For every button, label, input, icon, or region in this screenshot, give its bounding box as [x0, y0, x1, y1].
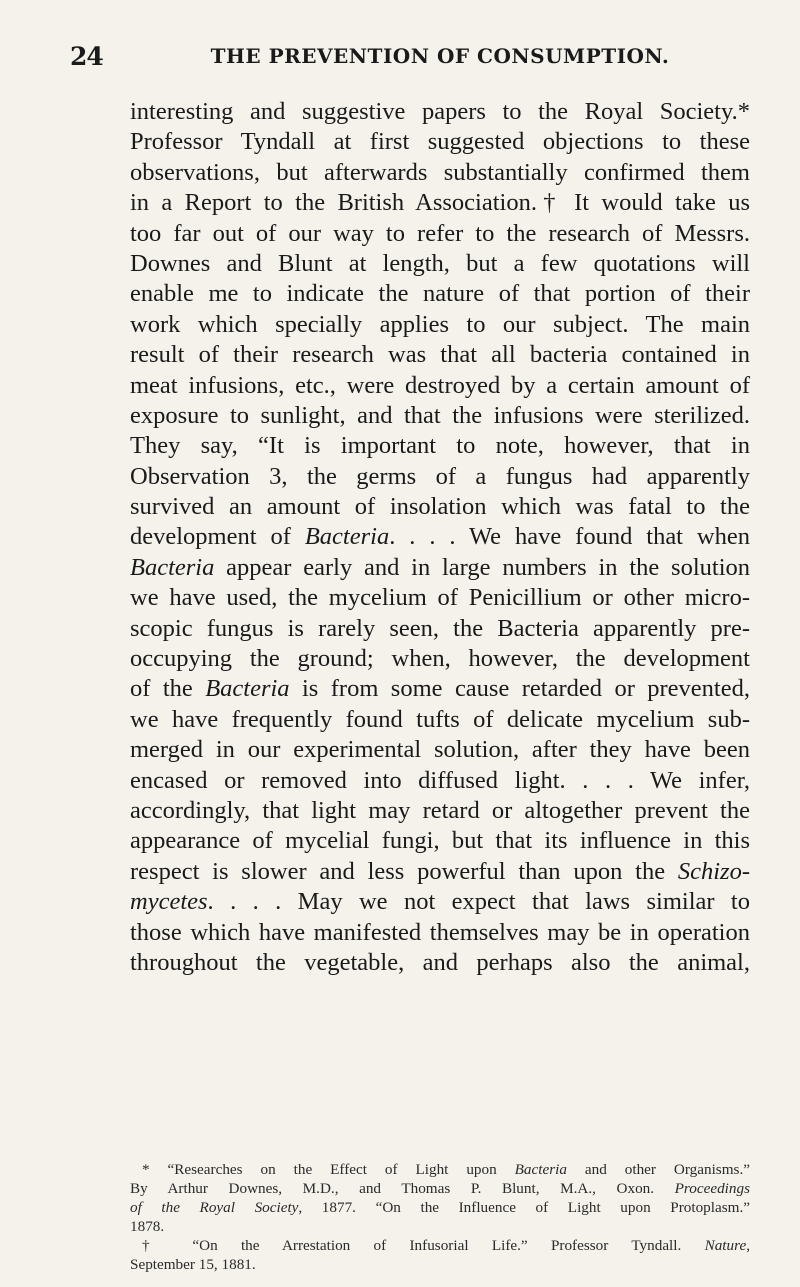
text-line: merged in our experimental solution, after they have been [130, 736, 750, 764]
text-line: enable me to indicate the nature of that portion of their [130, 280, 750, 308]
footnote-line: By Arthur Downes, M.D., and Thomas P. Blunt, M.A., Oxon. Proceedings [130, 1180, 750, 1197]
text-line: exposure to sunlight, and that the infusions were sterilized. [130, 401, 750, 429]
text-line: we have frequently found tufts of delicate mycelium sub- [130, 705, 750, 733]
footnote-line: 1878. [130, 1218, 165, 1235]
text-line: encased or removed into diffused light. . . . We infer, [130, 766, 750, 794]
footnote-line: of the Royal Society, 1877. “On the Influence of Light upon Protoplasm.” [130, 1199, 750, 1216]
footnotes [130, 1160, 750, 1274]
text-line: we have used, the mycelium of Penicillium or other micro- [130, 584, 750, 612]
text-line: appearance of mycelial fungi, but that its influence in this [130, 827, 750, 855]
text-line: those which have manifested themselves may be in operation [130, 918, 750, 946]
text-line: development of Bacteria. . . . We have found that when [130, 523, 750, 551]
text-line: throughout the vegetable, and perhaps also the animal, [130, 948, 750, 976]
text-line: in a Report to the British Association.† It would take us [130, 189, 750, 217]
text-line: respect is slower and less powerful than upon the Schizo- [130, 857, 750, 885]
text-line: mycetes. . . . May we not expect that laws similar to [130, 888, 750, 916]
page-header [70, 42, 730, 82]
text-line: accordingly, that light may retard or altogether prevent the [130, 796, 750, 824]
text-line: survived an amount of insolation which was fatal to the [130, 493, 750, 521]
text-line: interesting and suggestive papers to the Royal Society.* [130, 98, 750, 125]
text-line: observations, but afterwards substantially confirmed them [130, 158, 750, 186]
text-line: They say, “It is important to note, however, that in [130, 432, 750, 460]
running-title: THE PREVENTION OF CONSUMPTION. [210, 44, 670, 68]
text-line: work which specially applies to our subject. The main [130, 310, 750, 338]
text-line: Observation 3, the germs of a fungus had apparently [130, 462, 750, 490]
footnote-line: † “On the Arrestation of Infusorial Life.” Professor Tyndall. Nature, [142, 1237, 750, 1254]
text-line: scopic fungus is rarely seen, the Bacteria apparently pre- [130, 614, 750, 642]
text-line: meat infusions, etc., were destroyed by a certain amount of [130, 371, 750, 399]
footnote-line: September 15, 1881. [130, 1256, 256, 1273]
page-number: 24 [70, 42, 103, 71]
body-text [130, 97, 750, 978]
text-line: of the Bacteria is from some cause retarded or prevented, [130, 675, 750, 703]
text-line: too far out of our way to refer to the research of Messrs. [130, 219, 750, 247]
text-line: Bacteria appear early and in large numbers in the solution [130, 553, 750, 581]
text-line: Downes and Blunt at length, but a few quotations will [130, 249, 750, 277]
text-line: occupying the ground; when, however, the development [130, 645, 750, 673]
text-line: result of their research was that all bacteria contained in [130, 341, 750, 369]
text-line: Professor Tyndall at first suggested objections to these [130, 128, 750, 156]
footnote-line: * “Researches on the Effect of Light upon Bacteria and other Organisms.” [142, 1161, 750, 1178]
